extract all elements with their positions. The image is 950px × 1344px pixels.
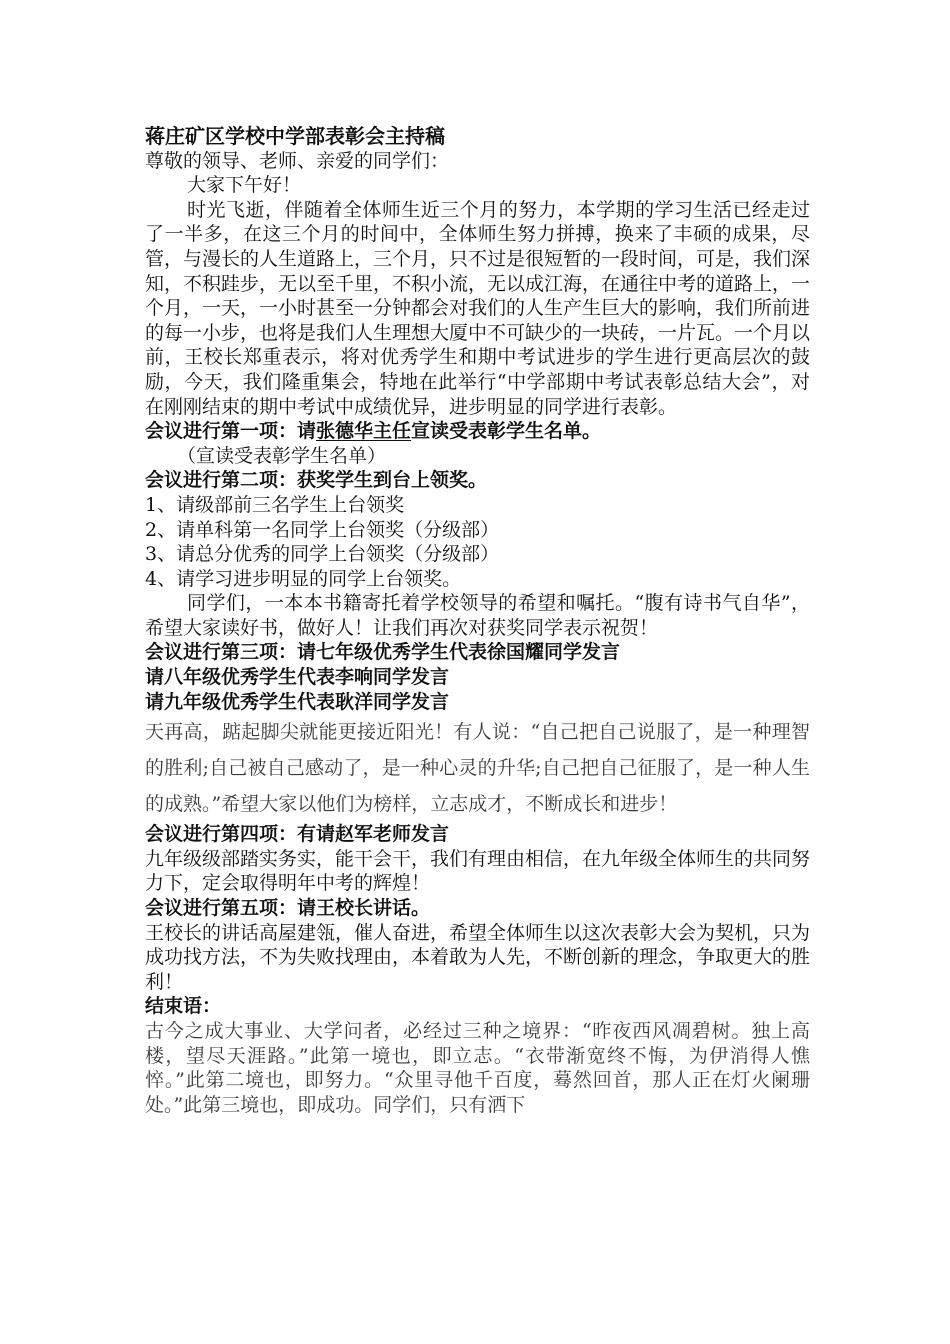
award-comment: 同学们，一本本书籍寄托着学校领导的希望和嘱托。“腹有诗书气自华”，希望大家读好书，做好人！让我们再次对获奖同学表示祝贺！ [145,592,810,639]
item1-prefix: 会议进行第一项：请 [145,420,317,443]
closing-heading: 结束语： [145,995,222,1018]
document-page [145,124,810,1117]
item3-comment: 天再高，踮起脚尖就能更接近阳光！有人说：“自己把自己说服了，是一种理智的胜利;自己被自己感动了，是一种心灵的升华;自己把自己征服了，是一种人生的成熟。”希望大家以他们为榜样，立志成才，不断成长和进步！ [145,721,810,816]
item3-speaker-2: 请八年级优秀学生代表李响同学发言 [145,666,450,689]
item3-heading: 会议进行第三项：请七年级优秀学生代表徐国耀同学发言 [145,641,621,664]
intro-paragraph: 时光飞逝，伴随着全体师生近三个月的努力，本学期的学习生活已经走过了一半多，在这三个月的时间中，全体师生努力拼搏，换来了丰硕的成果，尽管，与漫长的人生道路上，三个月，只不过是很短暂的一段时间，可是，我们深知，不积跬步，无以至千里，不积小流，无以成江海，在通往中考的道路上，一个月，一天，一小时甚至一分钟都会对我们的人生产生巨大的影响，我们所前进的每一小步，也将是我们人生理想大厦中不可缺少的一块砖，一片瓦。一个月以前，王校长郑重表示，将对优秀学生和期中考试进步的学生进行更高层次的鼓励，今天，我们隆重集会，特地在此举行“中学部期中考试表彰总结大会”，对在刚刚结束的期中考试中成绩优异，进步明显的同学进行表彰。 [145,198,811,418]
item4-heading: 会议进行第四项：有请赵军老师发言 [145,823,450,846]
award-list-item: 4、请学习进步明显的同学上台领奖。 [145,567,462,590]
closing-text: 古今之成大事业、大学问者，必经过三种之境界：“昨夜西风凋碧树。独上高楼，望尽天涯路。”此第一境也，即立志。“衣带渐宽终不悔，为伊消得人憔悴。”此第二境也，即努力。“众里寻他千百度，蓦然回首，那人正在灯火阑珊处。”此第三境也，即成功。同学们，只有洒下 [145,1020,810,1116]
item2-heading: 会议进行第二项：获奖学生到台上领奖。 [145,469,488,492]
greeting: 大家下午好！ [187,174,302,197]
award-list-item: 3、请总分优秀的同学上台领奖（分级部） [145,543,500,566]
item4-comment: 九年级级部踏实务实，能干会干，我们有理由相信，在九年级全体师生的共同努力下，定会取得明年中考的辉煌！ [145,847,811,895]
award-list-item: 1、请级部前三名学生上台领奖 [145,493,405,516]
item3-speaker-3: 请九年级优秀学生代表耿洋同学发言 [145,690,450,713]
document-title: 蒋庄矿区学校中学部表彰会主持稿 [145,124,445,148]
award-list-item: 2、请单科第一名同学上台领奖（分级部） [145,518,500,541]
item1-note: （宣读受表彰学生名单） [177,444,387,467]
salutation: 尊敬的领导、老师、亲爱的同学们： [145,149,450,172]
item1-person: 张德华主任 [316,420,412,443]
item5-heading: 会议进行第五项：请王校长讲话。 [145,897,431,920]
item5-comment: 王校长的讲话高屋建瓴，催人奋进，希望全体师生以这次表彰大会为契机，只为成功找方法，不为失败找理由，本着敢为人先，不断创新的理念，争取更大的胜利！ [145,921,811,993]
item1-suffix: 宣读受表彰学生名单。 [411,420,602,443]
item1-heading [145,419,810,444]
